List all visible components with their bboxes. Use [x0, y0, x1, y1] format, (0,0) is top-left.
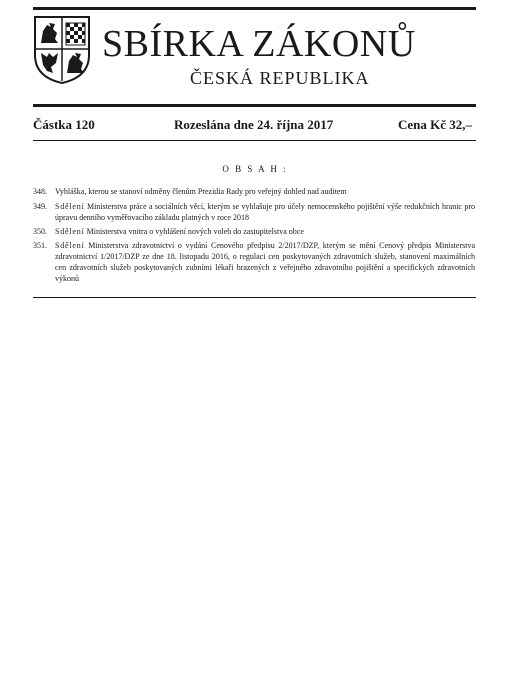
contents-entry	[33, 186, 476, 197]
entry-type: Sdělení	[55, 241, 85, 250]
meta-rule	[33, 140, 476, 141]
price: Cena Kč 32,–	[398, 117, 473, 132]
entry-description: Ministerstva práce a sociálních věcí, kterým se vyhlašuje pro účely nemocenského pojištění výše redukčních hranic pro úpravu denního vyměřovacího základu platných v roce 2018	[55, 202, 475, 222]
entry-text	[55, 186, 475, 197]
entry-number: 351.	[33, 241, 47, 250]
entry-text	[55, 201, 475, 223]
entry-description: Ministerstva zdravotnictví o vydání Cenového předpisu 2/2017/DZP, kterým se mění Cenový předpis Ministerstva zdravotnictví 1/2017/DZP ze dne 18. listopadu 2016, o regulaci cen poskytovaných zdravotních služeb, stanovení maximálních cen zdravotních služeb poskytovaných zubními lékaři hrazených z veřejného zdravotního pojištění a specifických zdravotních výkonů	[55, 241, 475, 283]
entry-type: Sdělení	[55, 202, 85, 211]
top-rule	[33, 7, 476, 10]
contents-heading: O B S A H :	[222, 164, 288, 174]
entry-type: Vyhláška,	[55, 187, 87, 196]
part-number: Částka 120	[33, 117, 95, 132]
entry-number: 350.	[33, 227, 47, 236]
contents-entry	[33, 201, 476, 223]
issue-date: Rozeslána dne 24. října 2017	[174, 117, 334, 132]
header-rule	[33, 104, 476, 107]
entry-number: 348.	[33, 187, 47, 196]
entry-description: kterou se stanoví odměny členům Prezidia Rady pro veřejný dohled nad auditem	[86, 187, 347, 196]
entry-text	[55, 240, 475, 284]
bottom-rule	[33, 297, 476, 298]
contents-entry	[33, 226, 476, 237]
publication-title: SBÍRKA ZÁKONŮ	[102, 23, 416, 65]
entry-type: Sdělení	[55, 227, 85, 236]
entry-description: Ministerstva vnitra o vyhlášení nových voleb do zastupitelstva obce	[84, 227, 304, 236]
publication-subtitle: ČESKÁ REPUBLIKA	[190, 68, 370, 88]
entry-text	[55, 226, 475, 237]
entry-number: 349.	[33, 202, 47, 211]
contents-entry	[33, 240, 476, 284]
czech-coat-of-arms-icon	[33, 15, 91, 85]
